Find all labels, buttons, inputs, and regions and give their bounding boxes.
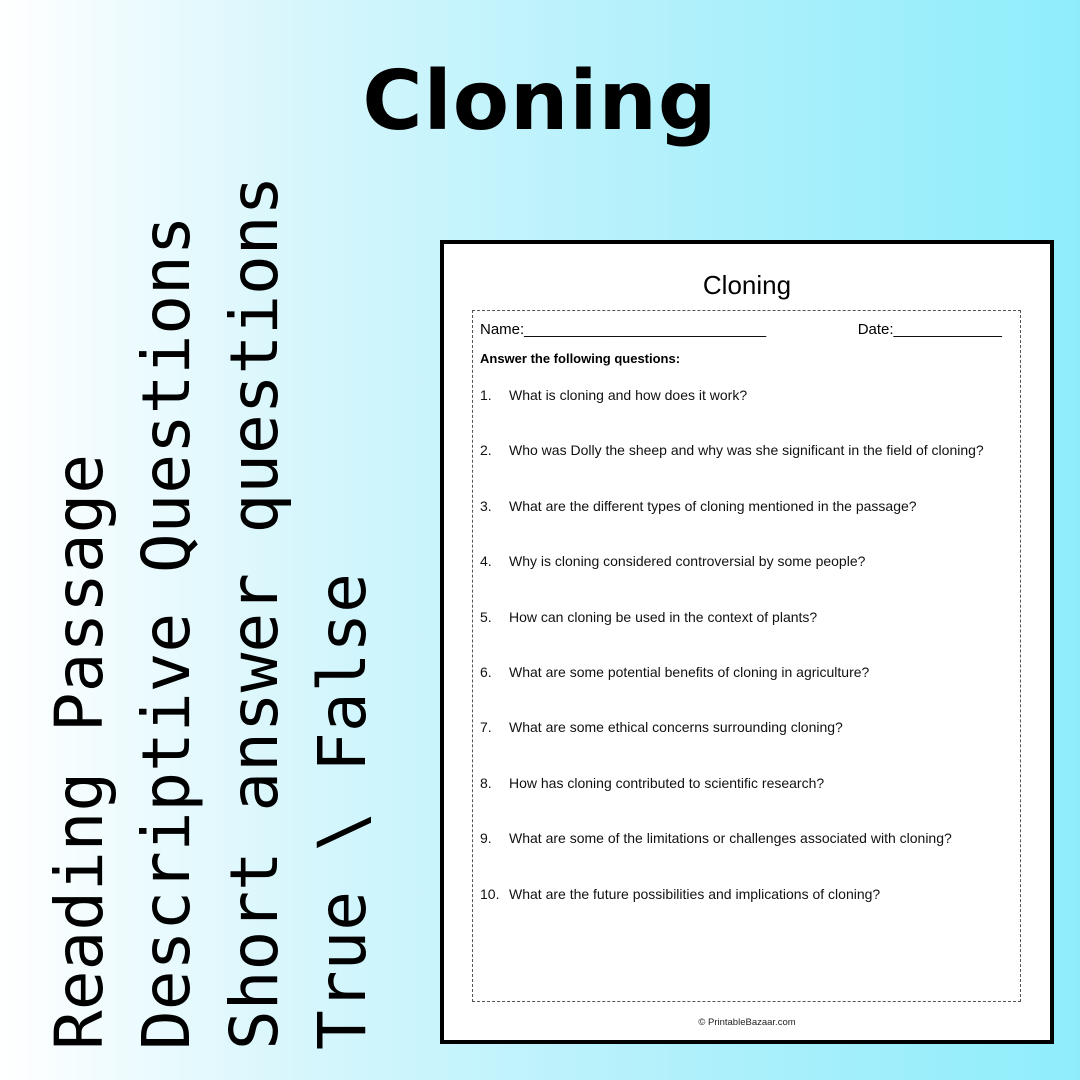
name-field: Name:_____________________________	[480, 321, 767, 338]
side-label-reading-passage: Reading Passage	[41, 453, 118, 1050]
question-text: What are some of the limitations or challenges associated with cloning?	[509, 830, 952, 847]
question-item	[480, 553, 1016, 608]
question-number: 3.	[480, 497, 492, 514]
side-label-short-answer-questions: Short answer questions	[216, 175, 293, 1050]
side-label-true-false: True \ False	[304, 573, 381, 1050]
question-text: What are some ethical concerns surrounding cloning?	[509, 719, 843, 736]
question-text: What are the different types of cloning mentioned in the passage?	[509, 497, 917, 514]
question-number: 7.	[480, 719, 492, 736]
copyright-notice: © PrintableBazaar.com	[698, 1017, 796, 1028]
question-number: 4.	[480, 553, 492, 570]
question-number: 9.	[480, 830, 492, 847]
question-item	[480, 664, 1016, 719]
question-item	[480, 775, 1016, 830]
worksheet-content-box	[472, 310, 1021, 1002]
question-text: What is cloning and how does it work?	[509, 387, 748, 403]
question-text: Who was Dolly the sheep and why was she significant in the field of cloning?	[509, 442, 984, 459]
date-field: Date:_____________	[857, 321, 1002, 338]
page-title: Cloning	[362, 54, 718, 149]
question-list	[480, 387, 1016, 941]
question-item	[480, 886, 1016, 941]
question-text: What are the future possibilities and implications of cloning?	[509, 885, 881, 902]
question-number: 8.	[480, 774, 492, 791]
question-number: 10.	[480, 885, 500, 902]
question-number: 5.	[480, 608, 492, 625]
question-item	[480, 609, 1016, 664]
side-labels	[0, 0, 440, 1080]
question-item	[480, 442, 1016, 497]
worksheet-preview	[440, 240, 1054, 1044]
name-date-row	[480, 321, 1002, 343]
question-text: Why is cloning considered controversial by some people?	[509, 553, 866, 570]
worksheet-title: Cloning	[702, 270, 792, 300]
question-text: What are some potential benefits of cloning in agriculture?	[509, 663, 870, 680]
instructions: Answer the following questions:	[480, 351, 681, 366]
question-number: 2.	[480, 442, 492, 459]
question-item	[480, 498, 1016, 553]
side-label-descriptive-questions: Descriptive Questions	[128, 215, 205, 1050]
question-text: How can cloning be used in the context of plants?	[509, 608, 818, 625]
question-number: 1.	[480, 387, 492, 403]
question-item	[480, 830, 1016, 885]
question-item	[480, 387, 1016, 442]
question-item	[480, 719, 1016, 774]
question-number: 6.	[480, 663, 492, 680]
question-text: How has cloning contributed to scientific research?	[509, 774, 825, 791]
